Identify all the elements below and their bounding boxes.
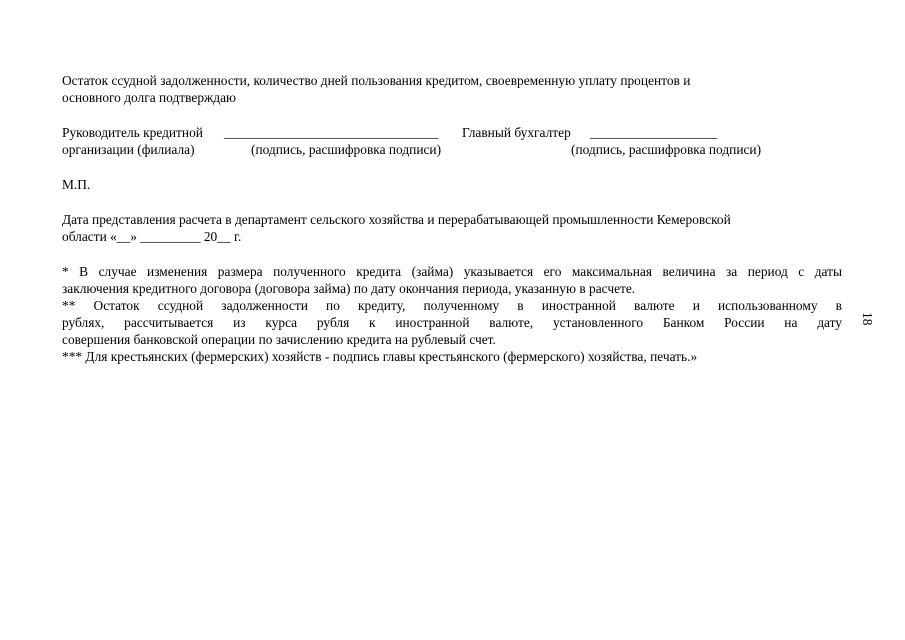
head-signature-hint: (подпись, расшифровка подписи)	[251, 142, 442, 157]
submission-date-line-1: Дата представления расчета в департамент сельского хозяйства и перерабатывающей промышленности Кемеровской	[62, 212, 731, 227]
accountant-signature-line: ___________________	[590, 125, 718, 140]
footnote-2-line-3: совершения банковской операции по зачислению кредита на рублевый счет.	[62, 332, 496, 347]
footnote-2-line-1: ** Остаток ссудной задолженности по кредиту, полученному в иностранной валюте и использованному в	[62, 298, 842, 313]
footnote-1-line-2: заключения кредитного договора (договора займа) по дату окончания периода, указанную в расчете.	[62, 281, 636, 296]
accountant-signature-hint: (подпись, расшифровка подписи)	[571, 142, 762, 157]
stamp-place: М.П.	[62, 177, 91, 192]
head-signature-line: ________________________________	[224, 125, 439, 140]
organization-label: организации (филиала)	[62, 142, 195, 157]
page-number: 18	[860, 312, 875, 326]
confirmation-text-line-2: основного долга подтверждаю	[62, 90, 237, 105]
accountant-signature-label: Главный бухгалтер	[462, 125, 571, 140]
footnote-2-line-2: рублях, рассчитывается из курса рубля к иностранной валюте, установленного Банком России на дату	[62, 315, 842, 330]
submission-date-line-2: области «__» _________ 20__ г.	[62, 229, 242, 244]
head-signature-label: Руководитель кредитной	[62, 125, 203, 140]
confirmation-text-line-1: Остаток ссудной задолженности, количество дней пользования кредитом, своевременную уплату процентов и	[62, 73, 691, 88]
footnote-3: *** Для крестьянских (фермерских) хозяйств - подпись главы крестьянского (фермерского) хозяйства, печать.»	[62, 349, 698, 364]
footnote-1-line-1: * В случае изменения размера полученного кредита (займа) указывается его максимальная величина за период с даты	[62, 264, 842, 279]
